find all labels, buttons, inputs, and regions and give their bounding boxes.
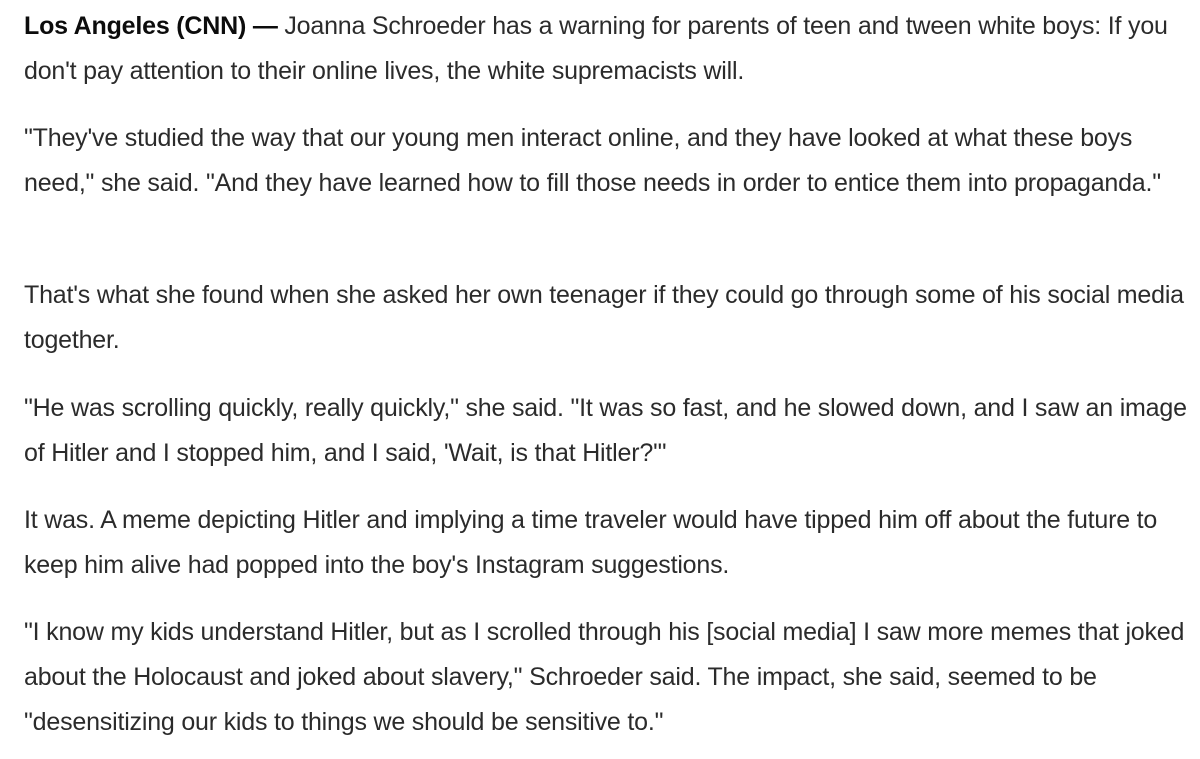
article-paragraph-4: "He was scrolling quickly, really quickly," she said. "It was so fast, and he slowed down, and I saw an image of Hitler and I stopped him, and I said, 'Wait, is that Hitler?'" (24, 394, 1187, 467)
article-paragraph-2: "They've studied the way that our young men interact online, and they have looked at what these boys need," she said. "And they have learned how to fill those needs in order to entice them into propaganda." (24, 124, 1161, 197)
paragraph-1-text: Joanna Schroeder has a warning for parents of teen and tween white boys: If you don't pay attention to their online lives, the white supremacists will. (24, 12, 1168, 85)
article-paragraph-3: That's what she found when she asked her own teenager if they could go through some of his social media together. (24, 281, 1184, 354)
dateline: Los Angeles (CNN) — (24, 12, 278, 40)
article-paragraph-5: It was. A meme depicting Hitler and implying a time traveler would have tipped him off about the future to keep him alive had popped into the boy's Instagram suggestions. (24, 506, 1158, 579)
article-paragraph-1 (24, 4, 1190, 94)
article-paragraph-6: "I know my kids understand Hitler, but as I scrolled through his [social media] I saw more memes that joked about the Holocaust and joked about slavery," Schroeder said. The impact, she said, seemed to be "desensitizing our kids to things we should be sensitive to." (24, 618, 1185, 736)
